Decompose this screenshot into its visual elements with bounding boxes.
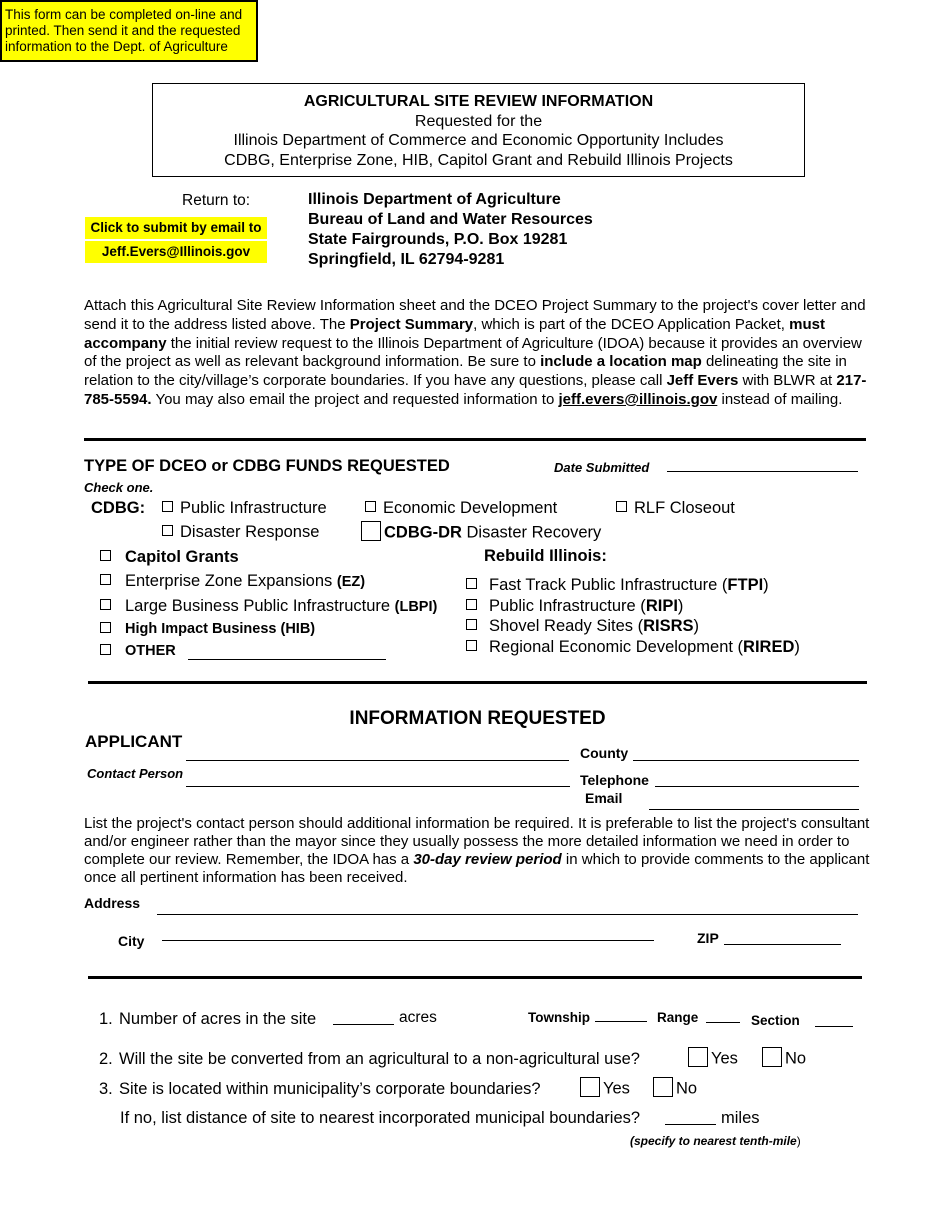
question-2-number: 2.	[99, 1050, 113, 1068]
county-field[interactable]	[633, 760, 859, 761]
telephone-field[interactable]	[655, 786, 859, 787]
township-field[interactable]	[595, 1021, 647, 1022]
checkbox[interactable]	[762, 1047, 782, 1067]
option-label: Yes	[603, 1079, 630, 1098]
option-label-bold: CDBG-DR	[384, 523, 462, 542]
enterprise-zone-option[interactable]	[100, 572, 365, 591]
email-link[interactable]: jeff.evers@illinois.gov	[558, 390, 718, 408]
zip-field[interactable]	[724, 944, 841, 945]
intro-text: , which is part of the DCEO Application Packet,	[473, 315, 790, 333]
checkbox[interactable]	[466, 599, 477, 610]
intro-paragraph	[84, 297, 874, 410]
q2-yes-option[interactable]	[688, 1049, 738, 1069]
distance-field[interactable]	[665, 1124, 716, 1125]
specify-note	[630, 1134, 801, 1148]
address-label: Address	[84, 895, 141, 911]
address-line: State Fairgrounds, P.O. Box 19281	[308, 231, 568, 248]
checkbox[interactable]	[100, 599, 111, 610]
intro-text: the initial review request to the Illinois Department of Agriculture (IDOA) because it provides an overview of the project as well as relevant background information. Be sure to	[84, 334, 862, 371]
ftpi-option[interactable]	[466, 576, 769, 595]
checkbox[interactable]	[162, 501, 173, 512]
miles-unit: miles	[721, 1109, 760, 1127]
intro-text: You may also email the project and requested information to	[151, 390, 559, 408]
intro-bold: Jeff Evers	[666, 372, 739, 390]
mailing-address	[308, 190, 593, 270]
option-label: )	[763, 576, 769, 594]
intro-text: delineating the site in relation to the city/village’s corporate boundaries. If you have any questions, please call	[84, 353, 847, 390]
cdbg-label: CDBG:	[91, 499, 146, 517]
option-label: Public Infrastructure (	[489, 597, 646, 615]
intro-text: instead of mailing.	[717, 390, 843, 408]
address-field[interactable]	[157, 914, 858, 915]
acres-field[interactable]	[333, 1024, 394, 1025]
risrs-option[interactable]	[466, 617, 699, 636]
checkbox[interactable]	[580, 1077, 600, 1097]
checkbox[interactable]	[466, 619, 477, 630]
q3-yes-option[interactable]	[580, 1079, 630, 1099]
contact-person-label: Contact Person	[87, 766, 184, 781]
option-abbr: RIPI	[645, 597, 678, 615]
option-abbr: RIRED	[743, 638, 795, 656]
option-label: High Impact Business (HIB)	[125, 621, 316, 637]
hib-option[interactable]	[100, 621, 315, 637]
cdbg-economic-development-option[interactable]	[365, 499, 557, 518]
checkbox[interactable]	[100, 644, 111, 655]
q2-no-option[interactable]	[762, 1049, 806, 1069]
question-3-text: Site is located within municipality’s corporate boundaries?	[119, 1080, 541, 1098]
rebuild-illinois-heading: Rebuild Illinois:	[484, 547, 607, 565]
section-label: Section	[751, 1013, 800, 1028]
option-abbr: FTPI	[727, 576, 764, 594]
option-label: Regional Economic Development (	[489, 638, 744, 656]
intro-text: with BLWR at	[738, 372, 837, 390]
date-submitted-label: Date Submitted	[554, 460, 650, 475]
option-label: )	[794, 638, 800, 656]
option-abbr: (EZ)	[336, 574, 366, 590]
section-divider	[88, 976, 862, 979]
zip-label: ZIP	[697, 930, 719, 946]
title-box	[152, 83, 805, 177]
cdbg-dr-option[interactable]	[361, 523, 601, 543]
question-1-number: 1.	[99, 1010, 113, 1028]
intro-text: Attach this Agricultural Site Review Information sheet and the DCEO Project Summary to the project's cover letter and send it to the address listed above. The	[84, 297, 866, 333]
question-2-text: Will the site be converted from an agricultural to a non-agricultural use?	[119, 1050, 640, 1068]
checkbox[interactable]	[100, 574, 111, 585]
option-abbr: (LBPI)	[394, 599, 438, 615]
address-line: Springfield, IL 62794-9281	[308, 251, 505, 268]
other-specify-field[interactable]	[188, 659, 386, 660]
telephone-label: Telephone	[580, 772, 649, 788]
intro-bold: 217-785-5594.	[84, 372, 867, 408]
option-label: Enterprise Zone Expansions	[125, 572, 337, 590]
option-label: Economic Development	[383, 499, 558, 517]
option-label: OTHER	[125, 643, 176, 659]
section-divider	[84, 438, 866, 441]
cdbg-rlf-closeout-option[interactable]	[616, 499, 735, 518]
form-title: AGRICULTURAL SITE REVIEW INFORMATION	[303, 93, 654, 110]
q3-no-option[interactable]	[653, 1079, 697, 1099]
checkbox[interactable]	[688, 1047, 708, 1067]
range-field[interactable]	[706, 1022, 740, 1023]
paragraph-text: in which to provide comments to the applicant once all pertinent information has been received.	[84, 851, 870, 886]
option-label: No	[785, 1049, 807, 1068]
contact-paragraph	[84, 815, 874, 887]
option-label: Disaster Response	[180, 523, 320, 541]
intro-bold: include a location map	[540, 353, 702, 371]
return-to-label: Return to:	[182, 192, 251, 209]
capitol-grants-option[interactable]	[100, 548, 239, 567]
submit-email-button-line1[interactable]: Click to submit by email to	[85, 217, 267, 239]
checkbox[interactable]	[361, 521, 381, 541]
specify-close: )	[796, 1134, 801, 1148]
check-one-label: Check one.	[84, 480, 154, 495]
township-label: Township	[528, 1010, 590, 1025]
checkbox[interactable]	[100, 550, 111, 561]
submit-email-button-line2[interactable]: Jeff.Evers@Illinois.gov	[85, 241, 267, 263]
cdbg-public-infrastructure-option[interactable]	[162, 499, 327, 518]
checkbox[interactable]	[466, 578, 477, 589]
county-label: County	[580, 745, 629, 761]
option-label: Yes	[711, 1049, 738, 1068]
title-line-2: Requested for the	[414, 112, 543, 130]
city-field[interactable]	[162, 940, 654, 941]
intro-bold: must accompany	[84, 315, 825, 352]
intro-bold: Project Summary	[349, 315, 474, 333]
funds-heading: TYPE OF DCEO or CDBG FUNDS REQUESTED	[84, 457, 450, 475]
address-line: Illinois Department of Agriculture	[308, 191, 561, 208]
option-abbr: RISRS	[643, 617, 694, 635]
checkbox[interactable]	[365, 501, 376, 512]
email-field[interactable]	[649, 809, 859, 810]
option-label: Fast Track Public Infrastructure (	[489, 576, 728, 594]
checkbox[interactable]	[616, 501, 627, 512]
ripi-option[interactable]	[466, 597, 683, 616]
distance-question: If no, list distance of site to nearest incorporated municipal boundaries?	[120, 1109, 641, 1127]
address-line: Bureau of Land and Water Resources	[308, 211, 593, 228]
option-label: Disaster Recovery	[461, 523, 602, 542]
title-line-3: Illinois Department of Commerce and Economic Opportunity Includes	[233, 132, 724, 149]
instruction-note: This form can be completed on-line and printed. Then send it and the requested information to the Dept. of Agriculture	[0, 0, 258, 62]
review-period-text: 30-day review period	[413, 851, 562, 868]
acres-unit: acres	[399, 1009, 437, 1026]
checkbox[interactable]	[653, 1077, 673, 1097]
option-label: Public Infrastructure	[180, 499, 327, 517]
date-submitted-field[interactable]	[667, 471, 858, 472]
specify-text: (specify to nearest tenth-mile	[630, 1134, 797, 1148]
option-label: RLF Closeout	[634, 499, 735, 517]
option-label: Capitol Grants	[125, 548, 239, 566]
applicant-field[interactable]	[186, 760, 569, 761]
cdbg-disaster-response-option[interactable]	[162, 523, 319, 542]
option-label: )	[677, 597, 684, 615]
city-label: City	[118, 933, 145, 949]
section-field[interactable]	[815, 1026, 853, 1027]
option-label: )	[693, 617, 700, 635]
checkbox[interactable]	[466, 640, 477, 651]
section-divider	[88, 681, 867, 684]
email-label: Email	[585, 790, 623, 806]
title-line-4: CDBG, Enterprise Zone, HIB, Capitol Grant and Rebuild Illinois Projects	[224, 151, 733, 169]
question-3-number: 3.	[99, 1080, 113, 1098]
checkbox[interactable]	[162, 525, 173, 536]
option-label: No	[676, 1079, 698, 1098]
option-label: Large Business Public Infrastructure	[125, 597, 395, 615]
lbpi-option[interactable]	[100, 597, 437, 616]
option-label: Shovel Ready Sites (	[489, 617, 644, 635]
rired-option[interactable]	[466, 638, 800, 657]
other-option[interactable]	[100, 643, 176, 659]
paragraph-text: List the project's contact person should additional information be required. It is preferable to list the project's consultant and/or engineer rather than the mayor since they usually possess the more detailed information we need in order to complete our review. Remember, the IDOA has a	[84, 815, 870, 868]
checkbox[interactable]	[100, 622, 111, 633]
range-label: Range	[657, 1010, 699, 1025]
info-heading: INFORMATION REQUESTED	[349, 708, 606, 729]
contact-person-field[interactable]	[186, 786, 570, 787]
question-1-text: Number of acres in the site	[119, 1010, 317, 1028]
applicant-label: APPLICANT	[85, 732, 183, 751]
